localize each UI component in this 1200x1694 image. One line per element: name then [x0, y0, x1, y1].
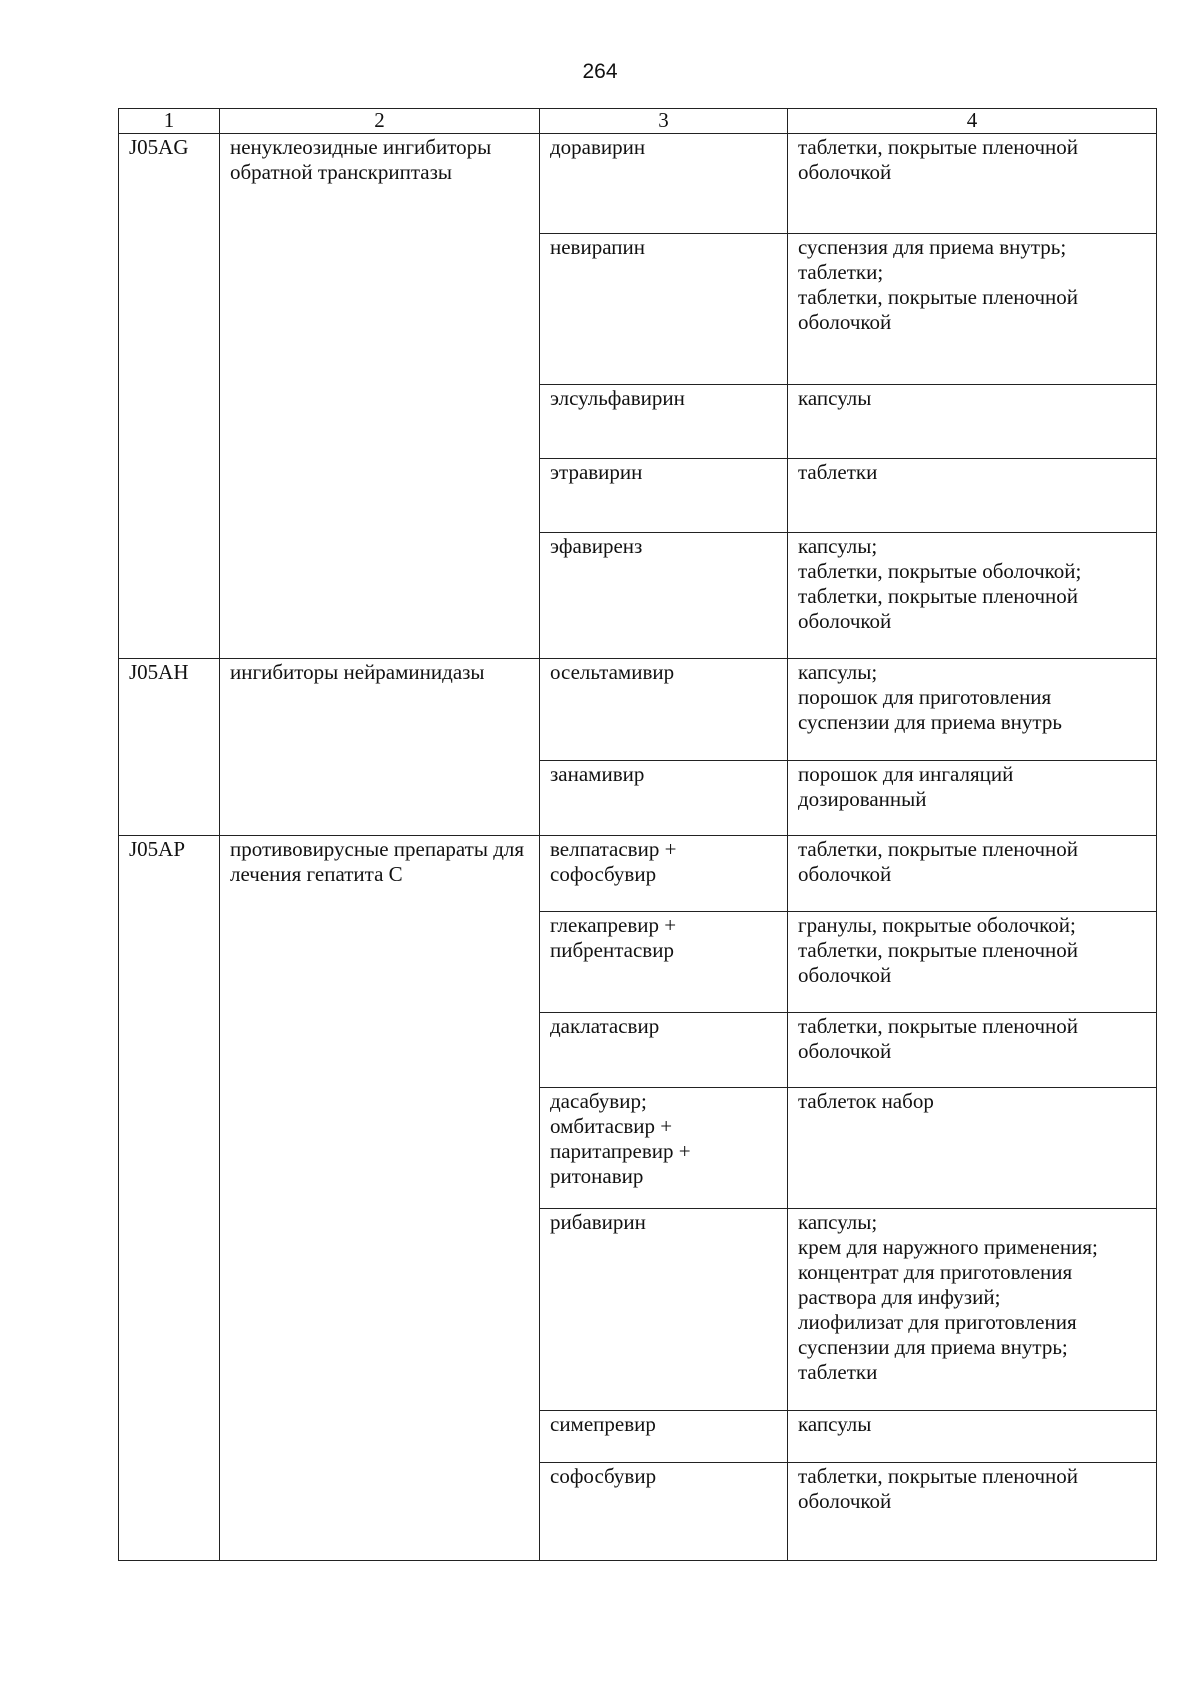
dosage-forms: таблеток набор: [788, 1088, 1157, 1209]
group-name: противовирусные препараты для лечения гепатита С: [220, 836, 540, 1561]
dosage-forms: таблетки, покрытые пленочной оболочкой: [788, 1013, 1157, 1088]
drug-name: рибавирин: [540, 1209, 788, 1411]
atc-code: J05AG: [119, 134, 220, 659]
dosage-forms: капсулы; крем для наружного применения; концентрат для приготовления раствора для инфузий; лиофилизат для приготовления суспензии для приема внутрь; таблетки: [788, 1209, 1157, 1411]
table-row: [119, 659, 1157, 761]
column-header-4: 4: [788, 109, 1157, 134]
group-name: ингибиторы нейраминидазы: [220, 659, 540, 836]
drug-name: занамивир: [540, 761, 788, 836]
dosage-forms: таблетки, покрытые пленочной оболочкой: [788, 134, 1157, 234]
dosage-forms: порошок для ингаляций дозированный: [788, 761, 1157, 836]
drug-name: дасабувир; омбитасвир + паритапревир + ритонавир: [540, 1088, 788, 1209]
column-header-2: 2: [220, 109, 540, 134]
dosage-forms: капсулы: [788, 385, 1157, 459]
dosage-forms: капсулы; порошок для приготовления суспензии для приема внутрь: [788, 659, 1157, 761]
drug-name: эфавиренз: [540, 533, 788, 659]
dosage-forms: гранулы, покрытые оболочкой; таблетки, покрытые пленочной оболочкой: [788, 912, 1157, 1013]
drug-name: глекапревир + пибрентасвир: [540, 912, 788, 1013]
drug-name: этравирин: [540, 459, 788, 533]
table-row: [119, 134, 1157, 234]
drug-name: симепревир: [540, 1411, 788, 1463]
drug-name: невирапин: [540, 234, 788, 385]
table-row: [119, 836, 1157, 912]
column-header-1: 1: [119, 109, 220, 134]
column-number-row: [119, 109, 1157, 134]
dosage-forms: капсулы: [788, 1411, 1157, 1463]
page-number: 264: [582, 60, 618, 83]
drug-name: осельтамивир: [540, 659, 788, 761]
atc-code: J05AP: [119, 836, 220, 1561]
drug-name: велпатасвир + софосбувир: [540, 836, 788, 912]
column-header-3: 3: [540, 109, 788, 134]
group-name: ненуклеозидные ингибиторы обратной транскриптазы: [220, 134, 540, 659]
atc-code: J05AH: [119, 659, 220, 836]
drug-name: доравирин: [540, 134, 788, 234]
dosage-forms: таблетки, покрытые пленочной оболочкой: [788, 836, 1157, 912]
dosage-forms: капсулы; таблетки, покрытые оболочкой; таблетки, покрытые пленочной оболочкой: [788, 533, 1157, 659]
dosage-forms: таблетки: [788, 459, 1157, 533]
drug-table: [118, 108, 1157, 1561]
dosage-forms: суспензия для приема внутрь; таблетки; таблетки, покрытые пленочной оболочкой: [788, 234, 1157, 385]
drug-name: даклатасвир: [540, 1013, 788, 1088]
dosage-forms: таблетки, покрытые пленочной оболочкой: [788, 1463, 1157, 1561]
drug-name: элсульфавирин: [540, 385, 788, 459]
drug-name: софосбувир: [540, 1463, 788, 1561]
